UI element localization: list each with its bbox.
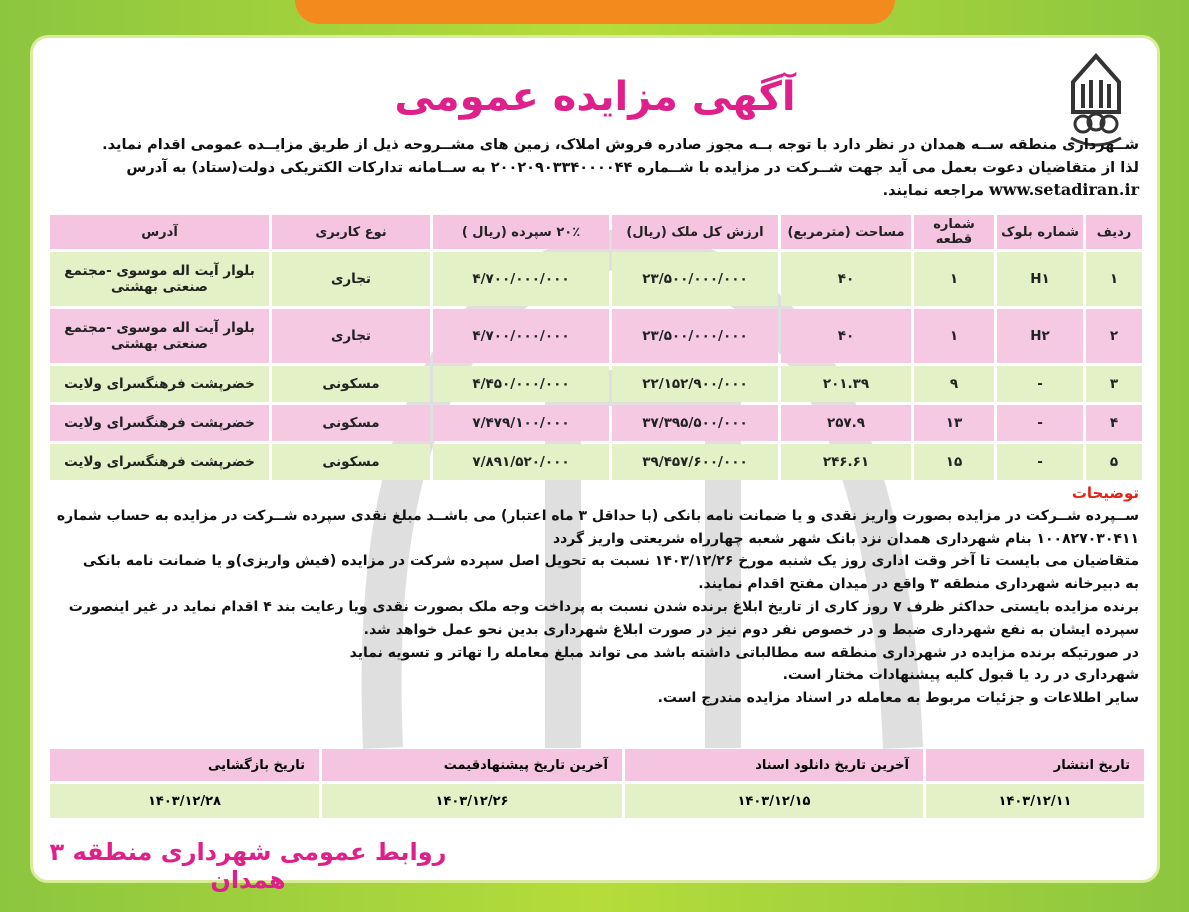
cell: - bbox=[997, 405, 1083, 441]
table-row bbox=[50, 405, 1142, 441]
cell: ۲۳/۵۰۰/۰۰۰/۰۰۰ bbox=[612, 309, 778, 363]
cell: H۱ bbox=[997, 252, 1083, 306]
intro-paragraph bbox=[47, 134, 1139, 203]
cell: ۷/۸۹۱/۵۲۰/۰۰۰ bbox=[433, 444, 609, 480]
cell: مسکونی bbox=[272, 444, 430, 480]
note-line: سپرده ایشان به نفع شهرداری ضبط و در خصوص نفر دوم نیز در صورت ابلاغ شهرداری بدین نحو عمل خواهد شد. bbox=[363, 621, 1139, 638]
note-line: ســپرده شــرکت در مزایده بصورت واریز نقدی و یا ضمانت نامه بانکی (با حداقل ۳ ماه اعتبار) می باشــد مبلغ نقدی سپرده شــرکت در مزایده به حساب شماره bbox=[56, 507, 1139, 524]
cell: - bbox=[997, 444, 1083, 480]
cell: ۱ bbox=[914, 309, 994, 363]
dates-header bbox=[50, 749, 1144, 781]
cell: ۱ bbox=[1086, 252, 1142, 306]
col-header: شماره بلوک bbox=[997, 215, 1083, 249]
date-header: آخرین تاریخ پیشنهادقیمت bbox=[322, 749, 622, 781]
cell: ۴ bbox=[1086, 405, 1142, 441]
cell: خضرپشت فرهنگسرای ولایت bbox=[50, 366, 269, 402]
col-header: ارزش کل ملک (ریال) bbox=[612, 215, 778, 249]
date-value: ۱۴۰۳/۱۲/۲۸ bbox=[50, 784, 319, 818]
auction-table bbox=[47, 212, 1145, 483]
cell: ۱۳ bbox=[914, 405, 994, 441]
dates-table bbox=[47, 746, 1147, 821]
note-line: ۱۰۰۸۲۷۰۳۰۴۱۱ بنام شهرداری همدان نزد بانک شهر شعبه چهارراه شریعتی واریز گردد bbox=[552, 530, 1139, 547]
date-value: ۱۴۰۳/۱۲/۱۵ bbox=[625, 784, 923, 818]
col-header: نوع کاربری bbox=[272, 215, 430, 249]
cell: ۳۷/۳۹۵/۵۰۰/۰۰۰ bbox=[612, 405, 778, 441]
cell: مسکونی bbox=[272, 366, 430, 402]
cell: ۲۵۷.۹ bbox=[781, 405, 911, 441]
cell: ۴۰ bbox=[781, 252, 911, 306]
intro-line: شــهرداری منطقه ســه همدان در نظر دارد با توجه بــه مجوز صادره فروش املاک، زمین های مشــروحه ذیل از طریق مزایــده عمومی اقدام نماید. bbox=[102, 137, 1139, 153]
page-title: آگهی مزایده عمومی bbox=[394, 74, 796, 120]
col-header: مساحت (مترمربع) bbox=[781, 215, 911, 249]
date-header: تاریخ بازگشایی bbox=[50, 749, 319, 781]
ad-panel bbox=[30, 35, 1160, 894]
cell: ۵ bbox=[1086, 444, 1142, 480]
cell: ۴۰ bbox=[781, 309, 911, 363]
table-header bbox=[50, 215, 1142, 249]
table-row bbox=[50, 309, 1142, 363]
cell: ۹ bbox=[914, 366, 994, 402]
note-line: به دبیرخانه شهرداری منطقه ۳ واقع در میدان مفتح اقدام نمایند. bbox=[698, 576, 1139, 593]
note-line: متقاضیان می بایست تا آخر وقت اداری روز یک شنبه مورخ ۱۴۰۳/۱۲/۲۶ نسبت به تحویل اصل سپرده شرکت در مزایده (فیش واریزی)و یا ضمانت نامه بانکی bbox=[82, 553, 1139, 570]
cell: تجاری bbox=[272, 252, 430, 306]
cell: ۴/۷۰۰/۰۰۰/۰۰۰ bbox=[433, 309, 609, 363]
col-header: شماره قطعه bbox=[914, 215, 994, 249]
top-orange-tab bbox=[295, 0, 895, 24]
cell: خضرپشت فرهنگسرای ولایت bbox=[50, 444, 269, 480]
cell: - bbox=[997, 366, 1083, 402]
cell: بلوار آیت اله موسوی -مجتمع صنعتی بهشتی bbox=[50, 309, 269, 363]
notes-section bbox=[45, 482, 1139, 710]
col-header: آدرس bbox=[50, 215, 269, 249]
cell: ۲ bbox=[1086, 309, 1142, 363]
cell: ۳۹/۴۵۷/۶۰۰/۰۰۰ bbox=[612, 444, 778, 480]
cell: ۲۲/۱۵۲/۹۰۰/۰۰۰ bbox=[612, 366, 778, 402]
note-line: در صورتیکه برنده مزایده در شهرداری منطقه سه مطالباتی داشته باشد می تواند مبلغ معامله را تهاتر و تسویه نماید bbox=[349, 644, 1139, 661]
cell: ۴/۴۵۰/۰۰۰/۰۰۰ bbox=[433, 366, 609, 402]
date-header: آخرین تاریخ دانلود اسناد bbox=[625, 749, 923, 781]
date-value: ۱۴۰۳/۱۲/۱۱ bbox=[926, 784, 1144, 818]
intro-line: لذا از متقاضیان دعوت بعمل می آید جهت شــرکت در مزایده با شــماره ۲۰۰۲۰۹۰۳۳۴۰۰۰۰۴۴ به ســامانه تدارکات الکتریکی دولت(ستاد) به آدرس bbox=[126, 159, 1139, 176]
footer-signature: روابط عمومی شهرداری منطقه ۳ همدان bbox=[49, 838, 447, 894]
cell: بلوار آیت اله موسوی -مجتمع صنعتی بهشتی bbox=[50, 252, 269, 306]
cell: ۲۴۶.۶۱ bbox=[781, 444, 911, 480]
note-line: سایر اطلاعات و جزئیات مربوط به معامله در اسناد مزایده مندرج است. bbox=[657, 690, 1139, 707]
cell: ۲۳/۵۰۰/۰۰۰/۰۰۰ bbox=[612, 252, 778, 306]
table-row bbox=[50, 444, 1142, 480]
cell: ۴/۷۰۰/۰۰۰/۰۰۰ bbox=[433, 252, 609, 306]
date-value: ۱۴۰۳/۱۲/۲۶ bbox=[322, 784, 622, 818]
table-row bbox=[50, 252, 1142, 306]
note-line: شهرداری در رد یا قبول کلیه پیشنهادات مختار است. bbox=[782, 667, 1139, 684]
cell: ۱۵ bbox=[914, 444, 994, 480]
intro-line: مراجعه نمایند. bbox=[882, 183, 984, 199]
notes-heading: توضیحات bbox=[1071, 484, 1139, 502]
setad-link[interactable]: www.setadiran.ir bbox=[989, 180, 1139, 199]
cell: H۲ bbox=[997, 309, 1083, 363]
cell: مسکونی bbox=[272, 405, 430, 441]
col-header: ردیف bbox=[1086, 215, 1142, 249]
note-line: برنده مزایده بایستی حداکثر ظرف ۷ روز کاری از تاریخ ابلاغ برنده شدن نسبت به پرداخت وجه ملک بصورت نقدی ویا رعایت بند ۴ اقدام نماید در غیر اینصورت bbox=[68, 598, 1139, 615]
cell: تجاری bbox=[272, 309, 430, 363]
cell: ۳ bbox=[1086, 366, 1142, 402]
cell: ۷/۴۷۹/۱۰۰/۰۰۰ bbox=[433, 405, 609, 441]
cell: ۱ bbox=[914, 252, 994, 306]
dates-row bbox=[50, 784, 1144, 818]
cell: خضرپشت فرهنگسرای ولایت bbox=[50, 405, 269, 441]
cell: ۲۰۱.۳۹ bbox=[781, 366, 911, 402]
col-header: ۲۰٪ سپرده (ریال ) bbox=[433, 215, 609, 249]
date-header: تاریخ انتشار bbox=[926, 749, 1144, 781]
table-row bbox=[50, 366, 1142, 402]
